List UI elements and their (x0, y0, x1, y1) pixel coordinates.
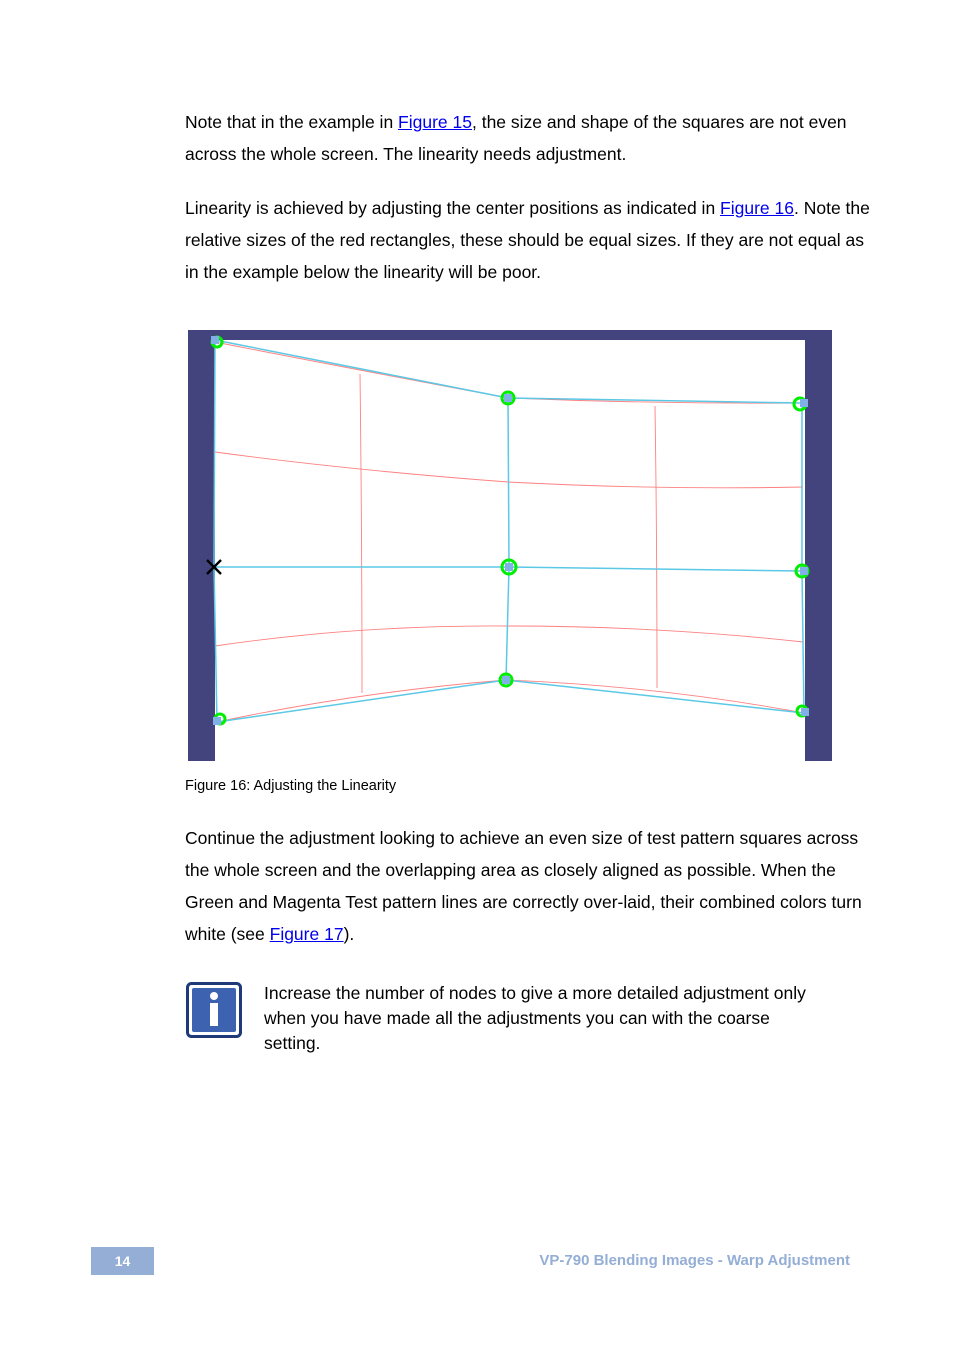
text: . Note the relative sizes of the red rectangles, these should be equal sizes. If they are not equal as in the example below the linearity will be poor. (185, 198, 870, 282)
text: Continue the adjustment looking to achieve an even size of test pattern squares across the whole screen and the overlapping area as closely aligned as possible. When the Green and Magenta Test pattern lines are correctly over-laid, their combined colors turn white (see (185, 828, 862, 944)
warp-grid-diagram (188, 330, 832, 761)
text: ). (343, 924, 355, 944)
paragraph-linearity (185, 192, 875, 288)
figure-17-link[interactable]: Figure 17 (269, 924, 344, 944)
figure-15-link[interactable]: Figure 15 (398, 112, 472, 132)
paragraph-continue-adjustment (185, 822, 875, 950)
figure-caption: Figure 16: Adjusting the Linearity (185, 778, 397, 794)
page-number: 14 (91, 1247, 154, 1275)
text: Linearity is achieved by adjusting the center positions as indicated in (185, 198, 721, 218)
note-text: Increase the number of nodes to give a more detailed adjustment only when you have made all the adjustments you can with the coarse setting. (264, 983, 806, 1053)
paragraph-figure15-intro (185, 106, 875, 170)
text: Note that in the example in (185, 112, 399, 132)
info-icon (186, 982, 242, 1038)
text: , the size and shape of the squares are not even across the whole screen. The linearity needs adjustment. (185, 112, 847, 164)
figure-16-link[interactable]: Figure 16 (720, 198, 794, 218)
footer-title: VP-790 Blending Images - Warp Adjustment (539, 1252, 850, 1269)
linearity-figure (188, 330, 832, 761)
